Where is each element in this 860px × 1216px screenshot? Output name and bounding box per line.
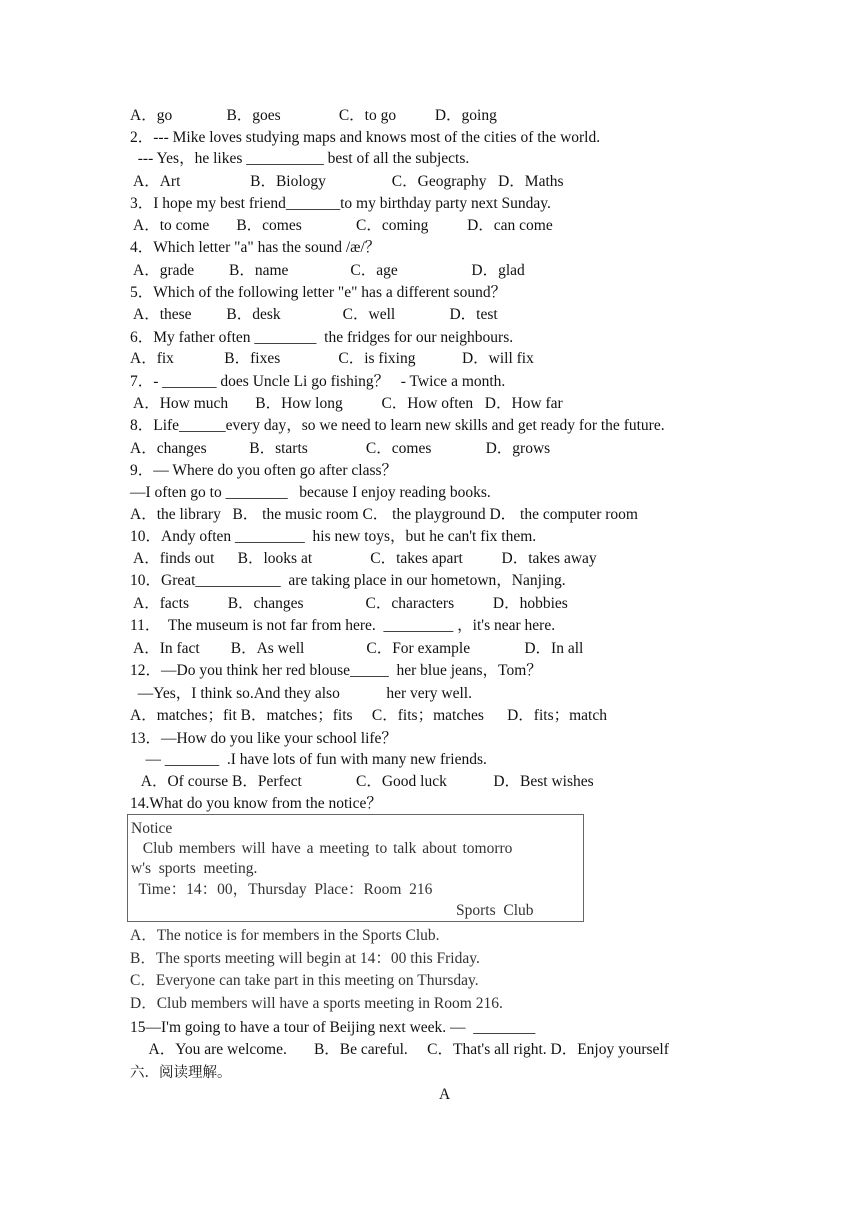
question-line: 9．— Where do you often go after class？ <box>130 462 398 479</box>
question-line: A．grade B．name C．age D．glad <box>130 262 525 279</box>
question-line: 8．Life______every day，so we need to learn new skills and get ready for the future. <box>130 417 665 434</box>
question-line: — _______ .I have lots of fun with many new friends. <box>130 751 487 768</box>
question-line: —I often go to ________ because I enjoy reading books. <box>130 484 491 501</box>
question-line: —Yes，I think so.And they also her very well. <box>130 685 472 702</box>
question-line: 10．Andy often _________ his new toys，but he can't fix them. <box>130 528 537 545</box>
question-line: A．How much B．How long C．How often D．How far <box>130 395 563 412</box>
notice-title: Notice <box>131 820 173 837</box>
q15-options: A．You are welcome. B．Be careful. C．That's all right. D．Enjoy yourself <box>130 1041 669 1058</box>
question-line: 10．Great___________ are taking place in our hometown，Nanjing. <box>130 572 566 589</box>
question-line: A．these B．desk C．well D．test <box>130 306 498 323</box>
notice-box <box>127 814 584 922</box>
question-line: A．In fact B．As well C．For example D．In all <box>130 640 584 657</box>
q14-option-b: B．The sports meeting will begin at 14：00 this Friday. <box>130 950 480 967</box>
question-line: A．matches；fit B．matches；fits C．fits；matches D．fits；match <box>130 707 607 724</box>
notice-signature: Sports Club <box>456 902 534 919</box>
question-line: 12．—Do you think her red blouse_____ her blue jeans，Tom？ <box>130 662 542 679</box>
question-line: 11． The museum is not far from here. _________ ，it's near here. <box>130 617 556 634</box>
question-line: 4．Which letter "a" has the sound /æ/？ <box>130 239 381 256</box>
question-line: A．finds out B．looks at C．takes apart D．takes away <box>130 550 597 567</box>
question-line: --- Yes，he likes __________ best of all the subjects. <box>130 150 470 167</box>
question-line: 14.What do you know from the notice？ <box>130 795 382 812</box>
section-label: A <box>439 1086 451 1103</box>
question-line: 3．I hope my best friend_______to my birthday party next Sunday. <box>130 195 551 212</box>
question-line: A．go B．goes C．to go D．going <box>130 107 497 124</box>
q14-option-d: D．Club members will have a sports meeting in Room 216. <box>130 995 503 1012</box>
notice-body-line-1: Club members will have a meeting to talk about tomorro <box>131 840 513 857</box>
question-line: A．Of course B．Perfect C．Good luck D．Best wishes <box>130 773 594 790</box>
question-line: 5．Which of the following letter "e" has a different sound？ <box>130 284 507 301</box>
question-line: A．Art B．Biology C．Geography D．Maths <box>130 173 564 190</box>
question-line: A．changes B．starts C．comes D．grows <box>130 440 551 457</box>
question-line: 6．My father often ________ the fridges for our neighbours. <box>130 329 514 346</box>
notice-body-line-2: w's sports meeting. <box>131 860 258 877</box>
question-line: 7．- _______ does Uncle Li go fishing？ - Twice a month. <box>130 373 506 390</box>
question-line: 13．—How do you like your school life？ <box>130 730 397 747</box>
question-line: A．fix B．fixes C．is fixing D．will fix <box>130 350 534 367</box>
notice-time-place: Time：14：00，Thursday Place：Room 216 <box>131 881 433 898</box>
question-line: A．facts B．changes C．characters D．hobbies <box>130 595 568 612</box>
question-line: A．the library B． the music room C． the playground D． the computer room <box>130 506 638 523</box>
q15-question: 15—I'm going to have a tour of Beijing next week. — ________ <box>130 1019 536 1036</box>
question-line: A．to come B．comes C．coming D．can come <box>130 217 553 234</box>
section-heading: 六．阅读理解。 <box>130 1065 232 1081</box>
q14-option-c: C．Everyone can take part in this meeting on Thursday. <box>130 972 479 989</box>
question-line: 2．--- Mike loves studying maps and knows most of the cities of the world. <box>130 129 601 146</box>
q14-option-a: A．The notice is for members in the Sports Club. <box>130 927 440 944</box>
